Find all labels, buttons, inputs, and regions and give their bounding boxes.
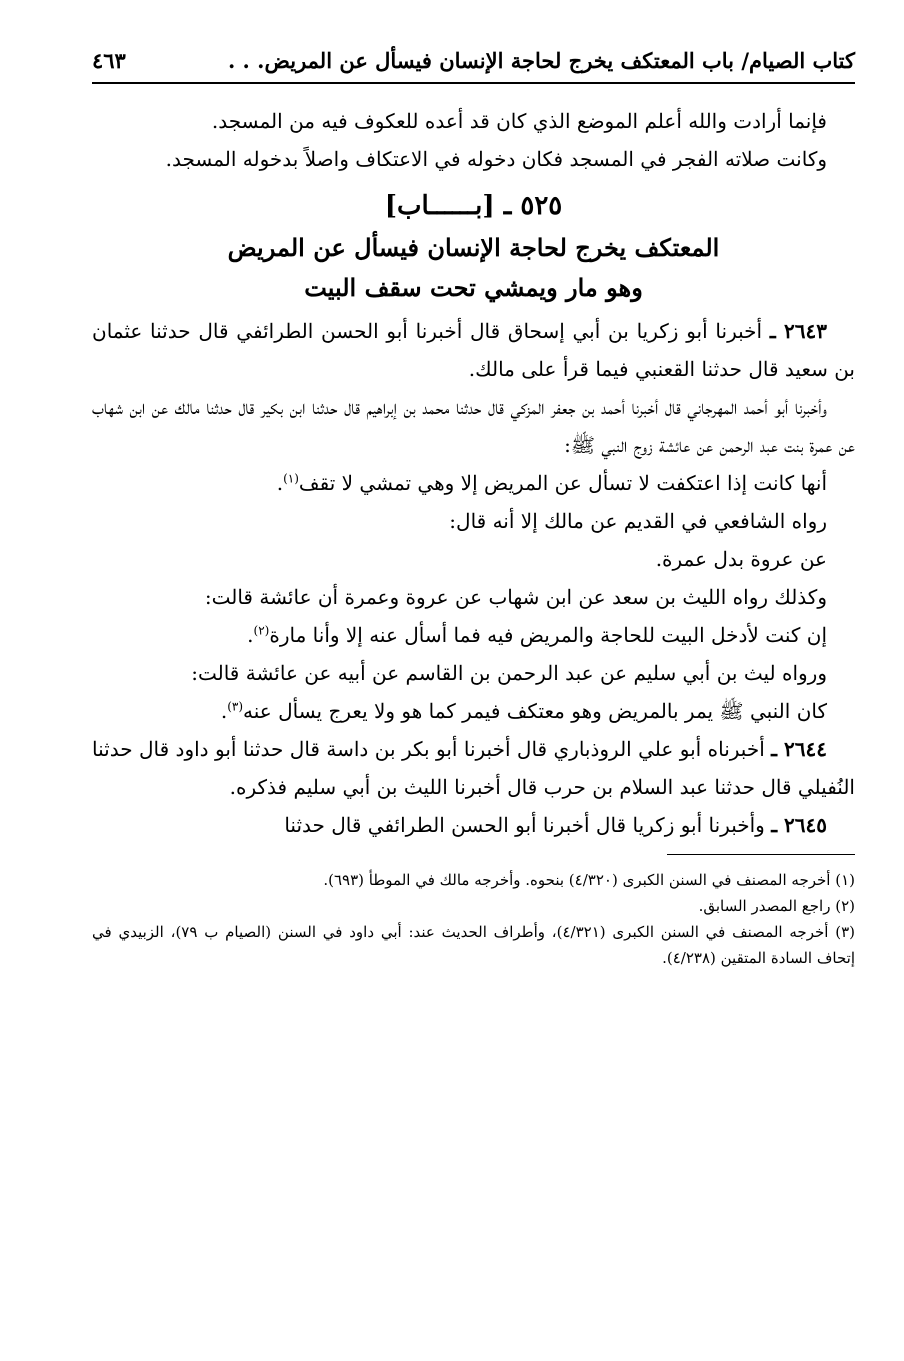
chapter-title-line-2: وهو مار ويمشي تحت سقف البيت [304,273,643,302]
layth-note: وكذلك رواه الليث بن سعد عن ابن شهاب عن عروة وعمرة أن عائشة قالت: [204,585,827,609]
footnote-1: (١) أخرجه المصنف في السنن الكبرى (٤/٣٢٠) بنحوه. وأخرجه مالك في الموطأ (٦٩٣). [323,871,855,889]
chapter-number: ٥٢٥ ـ [بــــــاب] [384,191,563,221]
matn-3 [92,692,855,730]
running-title: كتاب الصيام/ باب المعتكف يخرج لحاجة الإنسان فيسأل عن المريض. . . [227,47,855,73]
hadith-text: وأخبرنا أبو زكريا قال أخبرنا أبو الحسن الطرائفي قال حدثنا [284,813,765,837]
matn-text: إن كنت لأدخل البيت للحاجة والمريض فيه فما أسأل عنه إلا وأنا مارة [269,623,827,647]
chapter-heading [92,184,855,308]
period: . [220,699,228,723]
matn-text: أنها كانت إذا اعتكفت لا تسأل عن المريض إلا وهي تمشي لا تقف [298,471,827,495]
layth-abi-sulaym-note: ورواه ليث بن أبي سليم عن عبد الرحمن بن القاسم عن أبيه عن عائشة قالت: [191,661,827,685]
intro-paragraph-1: فإنما أرادت والله أعلم الموضع الذي كان قد أعده للعكوف فيه من المسجد. [211,109,827,133]
footnote-divider [667,854,855,855]
period: . [276,471,284,495]
urwa-note: عن عروة بدل عمرة. [655,547,827,571]
hadith-2643 [92,312,855,388]
isnad-paragraph: وأخبرنا أبو أحمد المهرجاني قال أخبرنا أحمد بن جعفر المزكي قال حدثنا محمد بن إبراهيم قال حدثنا ابن بكير قال حدثنا مالك عن ابن شهاب عن عمرة بنت عبد الرحمن عن عائشة زوج النبي ﷺ: [92,395,855,457]
footnote-2: (٢) راجع المصدر السابق. [698,897,855,915]
footnote-ref-2: (٢) [253,623,270,638]
footnote-ref-3: (٣) [227,699,244,714]
hadith-number: ٢٦٤٣ ـ [769,319,827,343]
page-number: ٤٦٣ [92,47,126,73]
period: . [247,623,254,647]
footnote-3: (٣) أخرجه المصنف في السنن الكبرى (٤/٣٢١)، وأطراف الحديث عند: أبي داود في السنن (الصيام ب ٧٩)، الزبيدي في إتحاف السادة المتقين (٤/٢٣٨). [92,923,855,967]
hadith-text: أخبرنا أبو زكريا بن أبي إسحاق قال أخبرنا أبو الحسن الطرائفي قال حدثنا عثمان بن سعيد قال حدثنا القعنبي فيما قرأ على مالك. [92,319,855,381]
hadith-number: ٢٦٤٤ ـ [771,737,827,761]
shafii-note: رواه الشافعي في القديم عن مالك إلا أنه قال: [449,509,827,533]
hadith-2644 [92,730,855,806]
page [92,38,855,971]
intro-paragraph-2: وكانت صلاته الفجر في المسجد فكان دخوله في الاعتكاف واصلاً بدخوله المسجد. [165,147,827,171]
matn-text: كان النبي ﷺ يمر بالمريض وهو معتكف فيمر كما هو ولا يعرج يسأل عنه [243,699,827,723]
matn-1 [92,464,855,502]
hadith-2645 [92,806,855,844]
matn-2 [92,616,855,654]
running-header [92,38,855,84]
chapter-title-line-1: المعتكف يخرج لحاجة الإنسان فيسأل عن المريض [227,233,720,262]
footnotes [92,867,855,971]
footnote-ref-1: (١) [283,471,299,486]
hadith-number: ٢٦٤٥ ـ [771,813,827,837]
hadith-text: أخبرناه أبو علي الروذباري قال أخبرنا أبو بكر بن داسة قال حدثنا أبو داود قال حدثنا النُفيلي قال حدثنا عبد السلام بن حرب قال أخبرنا الليث بن أبي سليم فذكره. [92,737,855,799]
